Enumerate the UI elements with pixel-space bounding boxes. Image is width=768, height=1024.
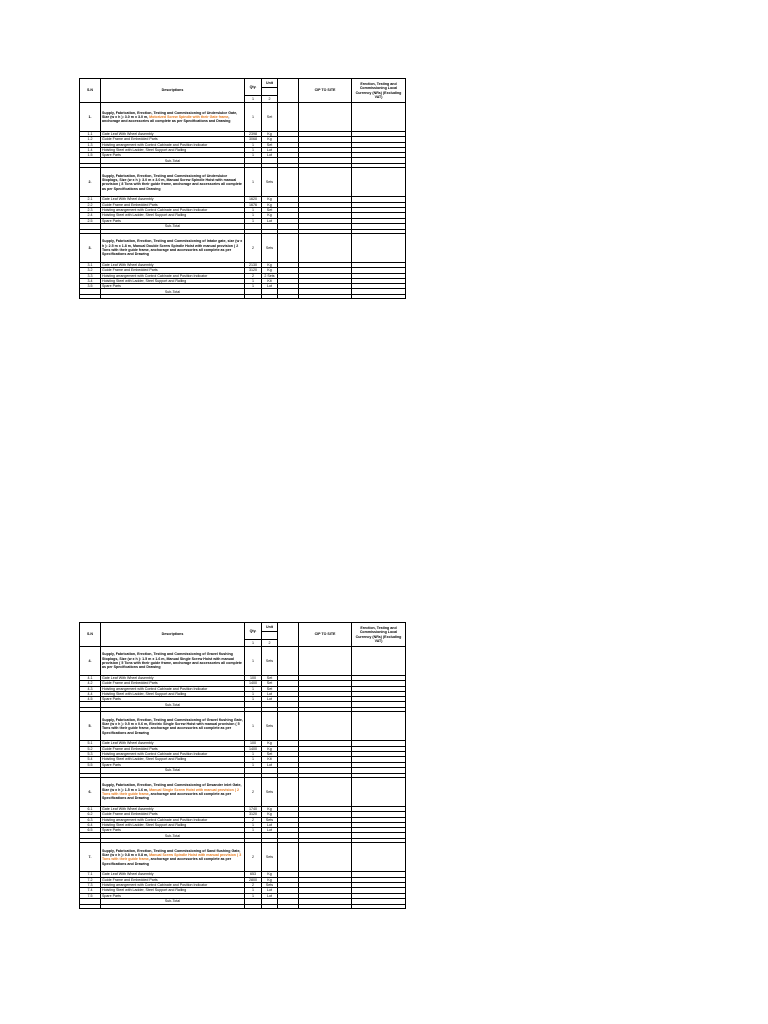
subtotal-label: Sub-Total [101, 702, 245, 708]
sub-unit: Set [262, 686, 278, 691]
sub-sn: 5.4 [80, 757, 101, 762]
sub-sn: 7.5 [80, 893, 101, 898]
sub-description: Gate Leaf With Wheel Assembly [101, 262, 245, 267]
sub-sn: 3.5 [80, 284, 101, 289]
table-row [80, 712, 406, 741]
table-row [80, 843, 406, 872]
empty-cell [299, 647, 352, 676]
sub-unit: Kg [262, 872, 278, 877]
sub-sn: 5.1 [80, 741, 101, 746]
empty-cell [352, 168, 406, 197]
empty-cell [245, 295, 262, 299]
header-unit-blank [262, 632, 278, 640]
empty-cell [299, 233, 352, 262]
sub-description: Gate Leaf With Wheel Assembly [101, 132, 245, 137]
sub-qty: 1 [245, 762, 262, 767]
empty-cell [80, 295, 101, 299]
sub-sn: 1.5 [80, 153, 101, 158]
sub-sn: 5.3 [80, 752, 101, 757]
empty-cell [101, 295, 245, 299]
sub-description: Spare Parts [101, 893, 245, 898]
header-unit-blank [262, 88, 278, 96]
sub-unit: Kg [262, 137, 278, 142]
sub-sn: 1.4 [80, 147, 101, 152]
empty-cell [278, 904, 299, 908]
sub-description: Guide Frame and Embedded Parts [101, 268, 245, 273]
sub-sn: 6.4 [80, 822, 101, 827]
sub-unit: Kit [262, 757, 278, 762]
empty-cell [299, 843, 352, 872]
sub-description: Hoisting arrangement with Control Cabinate and Position Indicator [101, 208, 245, 213]
sub-description: Hoisting Steel with Ladder, Steel Support and Railing [101, 213, 245, 218]
sub-unit: Kit [262, 278, 278, 283]
sub-unit: Set [262, 752, 278, 757]
sub-qty: 3068 [245, 137, 262, 142]
sub-qty: 2 [245, 273, 262, 278]
sub-qty: 1 [245, 218, 262, 223]
sub-sn: 2.5 [80, 218, 101, 223]
item-description [101, 233, 245, 262]
empty-cell [278, 233, 299, 262]
desc-highlight: Manual Screw Spindle Hoist with manual provision ( 3 Tons with their guide frame [102, 853, 242, 862]
empty-cell [299, 295, 352, 299]
sub-unit: Kg [262, 202, 278, 207]
empty-cell [262, 904, 278, 908]
sub-unit: Lot [262, 153, 278, 158]
header-col-number: 2 [262, 640, 278, 647]
spacer-row [80, 295, 406, 299]
sub-qty: 2 [245, 883, 262, 888]
sub-sn: 7.3 [80, 883, 101, 888]
sub-unit: Lot [262, 828, 278, 833]
sub-description: Spare Parts [101, 218, 245, 223]
empty-cell [278, 712, 299, 741]
sub-qty: 1 [245, 691, 262, 696]
header-sn: S.N [80, 623, 101, 647]
sub-unit: Kg [262, 746, 278, 751]
item-unit: Set [262, 103, 278, 132]
sub-description: Spare Parts [101, 284, 245, 289]
empty-cell [352, 647, 406, 676]
header-sn: S.N [80, 79, 101, 103]
sub-unit: Kg [262, 197, 278, 202]
item-qty: 1 [245, 168, 262, 197]
sub-sn: 2.4 [80, 213, 101, 218]
empty-cell [299, 103, 352, 132]
subtotal-label: Sub-Total [101, 898, 245, 904]
sub-description: Spare Parts [101, 828, 245, 833]
desc-text: , anchorage and accessories all complete as per Specifications and Drawing [102, 114, 231, 124]
header-unit: Unit [262, 79, 278, 88]
table-row [80, 168, 406, 197]
table-row [80, 233, 406, 262]
header-col-number: 2 [262, 96, 278, 103]
desc-highlight: Manual Single Screw Hoist with manual provision ( 2 Tons with their guide frame [102, 787, 240, 796]
item-sn: 2. [80, 168, 101, 197]
sub-unit: Kg [262, 741, 278, 746]
sub-description: Gate Leaf With Wheel Assembly [101, 806, 245, 811]
sub-description: Guide Frame and Embedded Parts [101, 202, 245, 207]
sub-sn: 1.3 [80, 142, 101, 147]
sub-unit: Lot [262, 218, 278, 223]
item-qty: 2 [245, 843, 262, 872]
desc-text: Supply, Fabrication, Erection, Testing and Commissioning of Desander inlet Gate, Size (w x h ): 1.5 m x 1.6 m, [102, 783, 242, 792]
empty-cell [352, 777, 406, 806]
item-qty: 1 [245, 712, 262, 741]
header-blank [278, 623, 299, 647]
sub-qty: 653 [245, 872, 262, 877]
sub-qty: 1 [245, 213, 262, 218]
sub-unit: Kg [262, 877, 278, 882]
empty-cell [352, 103, 406, 132]
sub-qty: 1 [245, 142, 262, 147]
table-row [80, 647, 406, 676]
sub-description: Hoisting Steel with Ladder, Steel Support and Railing [101, 278, 245, 283]
sub-unit: Lot [262, 147, 278, 152]
item-description [101, 777, 245, 806]
sub-sn: 7.4 [80, 888, 101, 893]
desc-highlight: Motorized Screw Spindle with their Gate frame [149, 114, 229, 119]
subtotal-label: Sub-Total [101, 767, 245, 773]
boq-table-1 [79, 78, 406, 299]
header-descriptions: Descriptions [101, 623, 245, 647]
sub-unit: Kg [262, 812, 278, 817]
table-row [80, 777, 406, 806]
sub-unit: Lot [262, 697, 278, 702]
item-description [101, 168, 245, 197]
sub-sn: 7.2 [80, 877, 101, 882]
item-qty: 2 [245, 233, 262, 262]
sub-qty: 2398 [245, 132, 262, 137]
header-unit: Unit [262, 623, 278, 632]
sub-qty: 1740 [245, 806, 262, 811]
sub-unit: Lot [262, 893, 278, 898]
empty-cell [278, 647, 299, 676]
item-sn: 3. [80, 233, 101, 262]
sub-qty: 1 [245, 752, 262, 757]
sub-qty: 1 [245, 147, 262, 152]
desc-text: Supply, Fabrication, Erection, Testing and Commissioning of Underslulce Gate, Size (w x h ): 3.0 m x 3.0 m, [102, 110, 238, 119]
empty-cell [299, 904, 352, 908]
item-description [101, 647, 245, 676]
sub-sn: 6.1 [80, 806, 101, 811]
sub-unit: Kg [262, 262, 278, 267]
sub-unit: Kg [262, 132, 278, 137]
desc-text: Supply, Fabrication, Erection, Testing and Commissioning of Undersluice Stoplogs, Size (w x h ): 3.0 m x 3.0 m, Manual Screw Spindle Hoist with manual provision ( 8 Tons with their guide frame, anchorage and accessories all complete as per Specifications and Drawing [102, 173, 242, 191]
sub-description: Gate Leaf With Wheel Assembly [101, 741, 245, 746]
header-blank [278, 79, 299, 103]
sub-description: Spare Parts [101, 697, 245, 702]
sub-sn: 2.3 [80, 208, 101, 213]
empty-cell [299, 168, 352, 197]
empty-cell [278, 777, 299, 806]
sub-description: Hoisting arrangement with Control Cabinate and Position Indicator [101, 273, 245, 278]
sub-description: Guide Frame and Embedded Parts [101, 746, 245, 751]
sub-unit: Lot [262, 762, 278, 767]
sub-sn: 4.4 [80, 691, 101, 696]
empty-cell [278, 843, 299, 872]
item-unit: Sets [262, 647, 278, 676]
sub-description: Gate Leaf With Wheel Assembly [101, 676, 245, 681]
sub-description: Spare Parts [101, 762, 245, 767]
sub-sn: 6.3 [80, 817, 101, 822]
header-col-number: 1 [245, 96, 262, 103]
sub-qty: 100 [245, 741, 262, 746]
sub-sn: 1.1 [80, 132, 101, 137]
empty-cell [352, 904, 406, 908]
item-sn: 5. [80, 712, 101, 741]
sub-qty: 2 [245, 817, 262, 822]
sub-qty: 1620 [245, 197, 262, 202]
sub-description: Hoisting Steel with Ladder, Steel Support and Railing [101, 691, 245, 696]
sub-qty: 1 [245, 208, 262, 213]
item-qty: 2 [245, 777, 262, 806]
sub-qty: 1 [245, 284, 262, 289]
subtotal-label: Sub-Total [101, 158, 245, 164]
sub-qty: 1 [245, 278, 262, 283]
sub-description: Gate Leaf With Wheel Assembly [101, 197, 245, 202]
sub-unit: Set [262, 681, 278, 686]
sub-qty: 1 [245, 153, 262, 158]
desc-text: Supply, Fabrication, Erection, Testing and Commissioning of Gravel flushing Stoplogs, Size (w x h ): 1.5 m x 1.6 m, Manual Single Screw Hoist with manual provision ( 5 Tons with their guide frame, anchorage and accessories all complete as per Specifications and Drawing [102, 652, 242, 670]
sub-description: Guide Frame and Embedded Parts [101, 812, 245, 817]
sub-qty: 1400 [245, 746, 262, 751]
header-cip: CIP TO SITE [299, 623, 352, 647]
sub-qty: 1 [245, 686, 262, 691]
sub-sn: 2.2 [80, 202, 101, 207]
item-sn: 6. [80, 777, 101, 806]
item-sn: 1. [80, 103, 101, 132]
table-row [80, 103, 406, 132]
sub-description: Guide Frame and Embedded Parts [101, 137, 245, 142]
sub-sn: 3.2 [80, 268, 101, 273]
sub-description: Hoisting arrangement with Control Cabinate and Position Indicator [101, 883, 245, 888]
empty-cell [352, 233, 406, 262]
item-unit: Sets [262, 168, 278, 197]
sub-description: Hoisting arrangement with Control Cabinate and Position Indicator [101, 686, 245, 691]
sub-sn: 4.3 [80, 686, 101, 691]
desc-text: , anchorage and accessories all complete as per Specifications and Drawing [102, 791, 232, 801]
item-description [101, 712, 245, 741]
sub-description: Hoisting arrangement with Control Cabinate and Position Indicator [101, 817, 245, 822]
sub-sn: 2.1 [80, 197, 101, 202]
sub-qty: 1 [245, 828, 262, 833]
subtotal-label: Sub-Total [101, 223, 245, 229]
spacer-row [80, 904, 406, 908]
sub-description: Spare Parts [101, 153, 245, 158]
sub-qty: 1 [245, 697, 262, 702]
empty-cell [278, 295, 299, 299]
sub-qty: 1 [245, 757, 262, 762]
header-qty: Qty. [245, 79, 262, 96]
header-erection: Erection, Testing and Commissioning Local Currency (NRs) (Excluding VAT) [352, 623, 406, 647]
sub-qty: 100 [245, 676, 262, 681]
sub-sn: 3.3 [80, 273, 101, 278]
header-cip: CIP TO SITE [299, 79, 352, 103]
header-row [80, 623, 406, 632]
empty-cell [299, 712, 352, 741]
sub-sn: 4.2 [80, 681, 101, 686]
sub-qty: 3120 [245, 268, 262, 273]
empty-cell [262, 295, 278, 299]
desc-text: , anchorage and accessories all complete as per Specifications and Drawing [102, 857, 232, 866]
sub-unit: Lot [262, 822, 278, 827]
item-sn: 7. [80, 843, 101, 872]
sub-unit: Lot [262, 284, 278, 289]
sub-sn: 4.1 [80, 676, 101, 681]
empty-cell [80, 904, 101, 908]
sub-sn: 6.5 [80, 828, 101, 833]
item-description [101, 843, 245, 872]
subtotal-label: Sub-Total [101, 833, 245, 839]
sub-unit: Kg [262, 806, 278, 811]
desc-text: Supply, Fabrication, Erection, Testing and Commissioning of Sand flushing Gate, Size (w x h ): 0.8 m x 0.8 m, [102, 848, 241, 858]
sub-qty: 2130 [245, 262, 262, 267]
sub-qty: 1400 [245, 681, 262, 686]
sub-unit: Kg [262, 268, 278, 273]
sub-description: Hoisting arrangement with Control Cabinate and Position Indicator [101, 142, 245, 147]
sub-unit: Lot [262, 691, 278, 696]
sub-description: Hoisting Steel with Ladder, Steel Support and Railing [101, 822, 245, 827]
sub-sn: 4.5 [80, 697, 101, 702]
item-description [101, 103, 245, 132]
header-row [80, 79, 406, 88]
sub-sn: 3.4 [80, 278, 101, 283]
sub-description: Guide Frame and Embedded Parts [101, 877, 245, 882]
sub-qty: 1676 [245, 202, 262, 207]
header-erection: Erection, Testing and Commissioning Local Currency (NRs) (Excluding VAT) [352, 79, 406, 103]
sub-qty: 3120 [245, 812, 262, 817]
header-descriptions: Descriptions [101, 79, 245, 103]
sub-description: Hoisting Steel with Ladder, Steel Support and Railing [101, 757, 245, 762]
item-unit: Sets [262, 712, 278, 741]
empty-cell [299, 777, 352, 806]
sub-sn: 5.2 [80, 746, 101, 751]
boq-table-2 [79, 622, 406, 909]
empty-cell [278, 103, 299, 132]
sub-unit: Set [262, 208, 278, 213]
sub-description: Hoisting Steel with Ladder, Steel Support and Railing [101, 888, 245, 893]
sub-unit: Sets [262, 817, 278, 822]
item-qty: 1 [245, 103, 262, 132]
sub-description: Guide Frame and Embedded Parts [101, 681, 245, 686]
empty-cell [352, 712, 406, 741]
item-unit: Sets [262, 233, 278, 262]
desc-text: Supply, Fabrication, Erection, Testing and Commissioning of Intake gate, size (w x h ): 2.5 m x 1.8 m, Manual Double Screw Spindle Hoist with manual provision ( 2 Tons with their guide frame, anchorage and accessories all complete as per Specifications and Drawing [102, 239, 243, 257]
sub-unit: 2 Sets [262, 273, 278, 278]
desc-text: Supply, Fabrication, Erection, Testing and Commissioning of Gravel flushing Gate, Size (w x h ): 0.5 m x 0.6 m, Electric Single Screw Hoist with manual provision ( 5 Tons with their guide frame, anchorage and accessories all complete as per Specifications and Drawing [102, 717, 243, 735]
item-unit: Sets [262, 843, 278, 872]
sub-unit: Sets [262, 883, 278, 888]
sub-qty: 1 [245, 893, 262, 898]
sub-description: Gate Leaf With Wheel Assembly [101, 872, 245, 877]
sub-description: Hoisting arrangement with Control Cabinate and Position Indicator [101, 752, 245, 757]
item-qty: 1 [245, 647, 262, 676]
sub-sn: 6.2 [80, 812, 101, 817]
header-col-number: 1 [245, 640, 262, 647]
sub-sn: 5.5 [80, 762, 101, 767]
sub-unit: Lot [262, 888, 278, 893]
empty-cell [352, 843, 406, 872]
sub-sn: 3.1 [80, 262, 101, 267]
header-qty: Qty. [245, 623, 262, 640]
empty-cell [278, 168, 299, 197]
empty-cell [352, 295, 406, 299]
sub-sn: 1.2 [80, 137, 101, 142]
sub-qty: 2800 [245, 877, 262, 882]
subtotal-label: Sub-Total [101, 289, 245, 295]
empty-cell [101, 904, 245, 908]
sub-qty: 1 [245, 888, 262, 893]
sub-unit: Set [262, 676, 278, 681]
item-unit: Sets [262, 777, 278, 806]
sub-unit: Set [262, 142, 278, 147]
sub-unit: Kg [262, 213, 278, 218]
sub-description: Hoisting Steel with Ladder, Steel Support and Railing [101, 147, 245, 152]
sub-sn: 7.1 [80, 872, 101, 877]
item-sn: 4. [80, 647, 101, 676]
empty-cell [245, 904, 262, 908]
sub-qty: 1 [245, 822, 262, 827]
